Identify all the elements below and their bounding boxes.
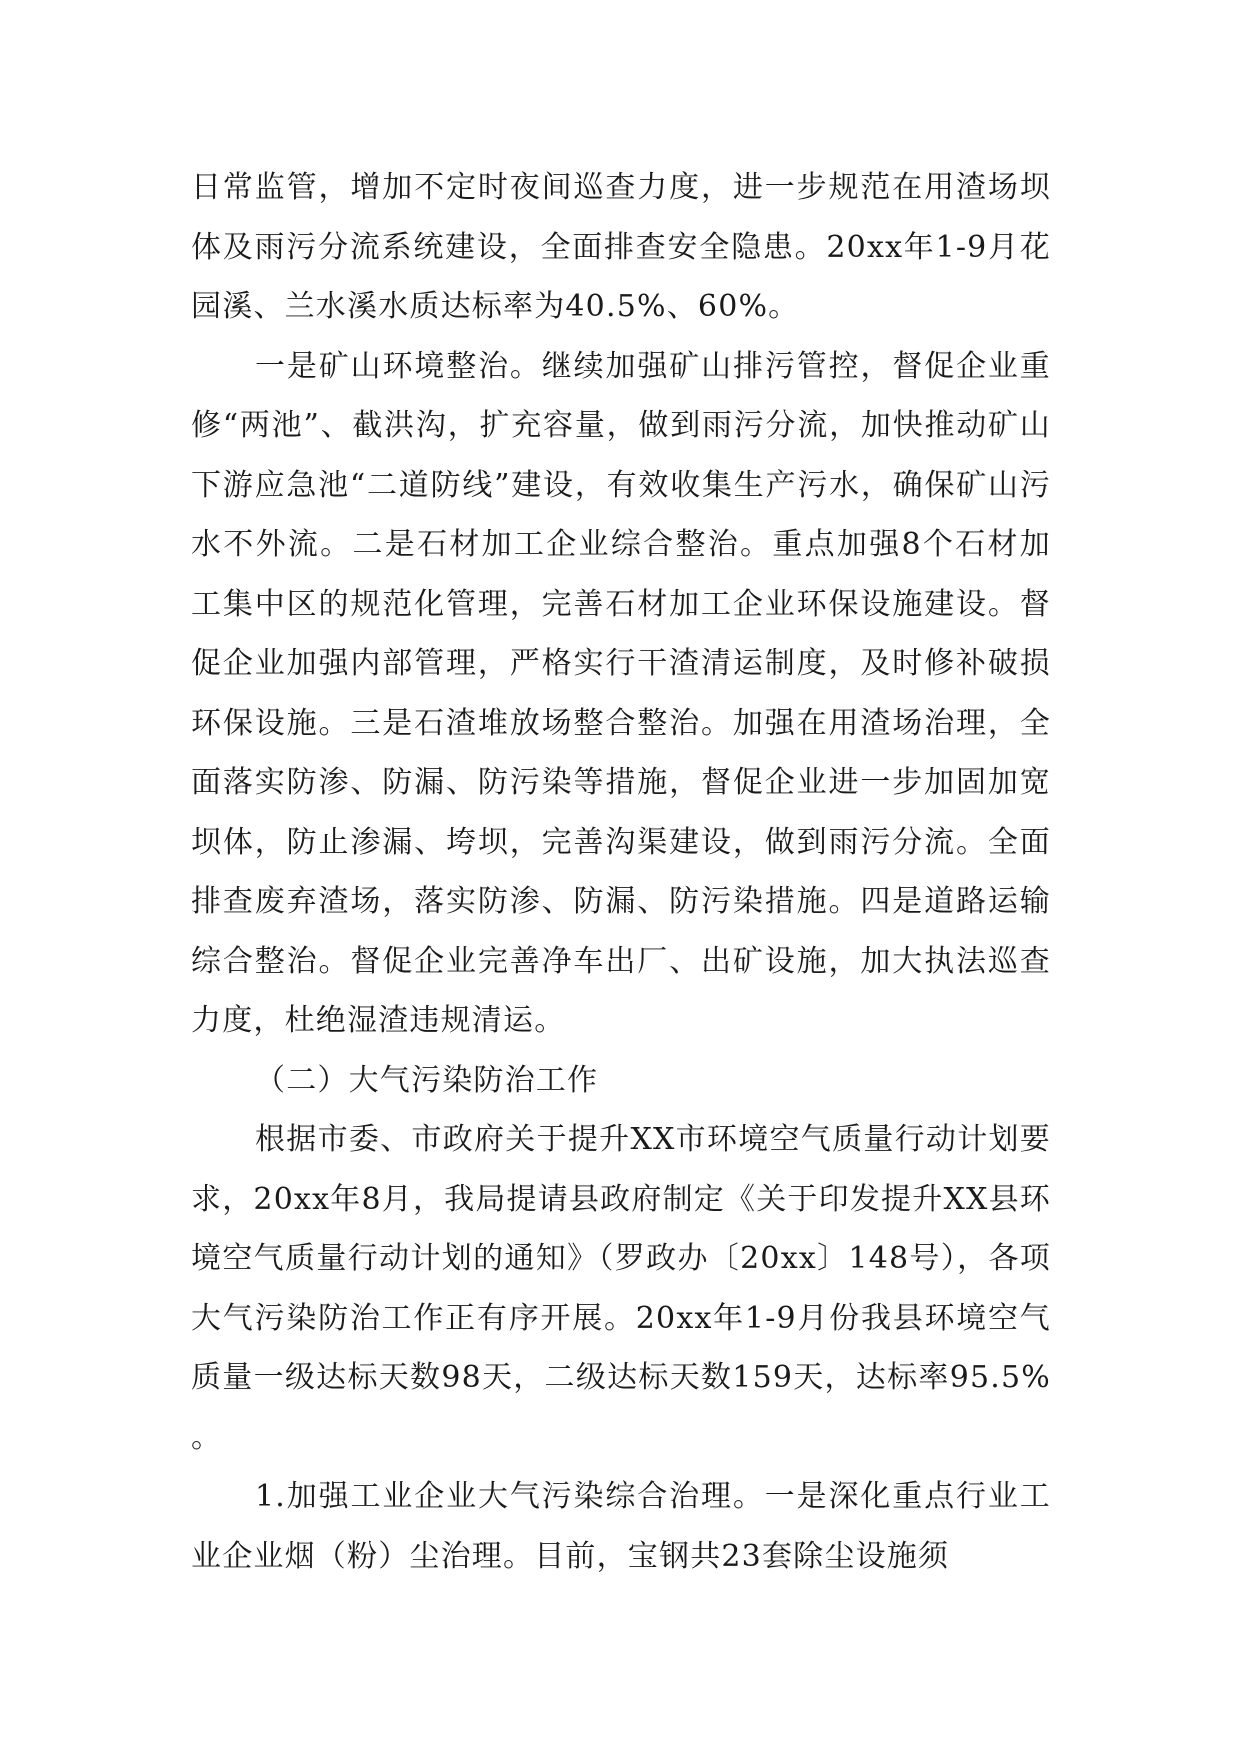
paragraph-air-quality-plan: 根据市委、市政府关于提升XX市环境空气质量行动计划要求，20xx年8月，我局提请县政府制定《关于印发提升XX县环境空气质量行动计划的通知》（罗政办〔20xx〕148号），各项大气污染防治工作正有序开展。20xx年1-9月份我县环境空气质量一级达标天数98天，二级达标天数159天，达标率95.5%。 — [191, 1122, 1051, 1455]
section-heading-air-pollution: （二）大气污染防治工作 — [255, 1062, 599, 1098]
paragraph-industrial-treatment: 1.加强工业企业大气污染综合治理。一是深化重点行业工业企业烟（粉）尘治理。目前，宝钢共23套除尘设施须 — [191, 1479, 1051, 1574]
paragraph-mine-remediation: 一是矿山环境整治。继续加强矿山排污管控，督促企业重修“两池”、截洪沟，扩充容量，做到雨污分流，加快推动矿山下游应急池“二道防线”建设，有效收集生产污水，确保矿山污水不外流。二是石材加工企业综合整治。重点加强8个石材加工集中区的规范化管理，完善石材加工企业环保设施建设。督促企业加强内部管理，严格实行干渣清运制度，及时修补破损环保设施。三是石渣堆放场整合整治。加强在用渣场治理，全面落实防渗、防漏、防污染等措施，督促企业进一步加固加宽坝体，防止渗漏、垮坝，完善沟渠建设，做到雨污分流。全面排查废弃渣场，落实防渗、防漏、防污染措施。四是道路运输综合整治。督促企业完善净车出厂、出矿设施，加大执法巡查力度，杜绝湿渣违规清运。 — [191, 348, 1051, 1038]
document-body — [191, 158, 1051, 1586]
paragraph-continuation: 日常监管，增加不定时夜间巡查力度，进一步规范在用渣场坝体及雨污分流系统建设，全面排查安全隐患。20xx年1-9月花园溪、兰水溪水质达标率为40.5%、60%。 — [191, 170, 1051, 324]
